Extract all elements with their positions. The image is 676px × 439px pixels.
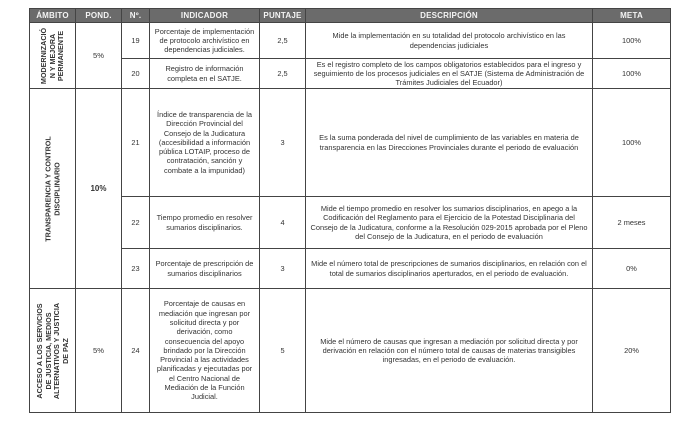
- descripcion-cell: Mide el número total de prescripciones de sumarios disciplinarios, en relación con el total de sumarios disciplinarios aperturados, en el periodo de evaluación.: [306, 249, 593, 289]
- num-cell: 22: [122, 197, 150, 249]
- ambito-label: MODERNIZACIÓ N Y MEJORA PERMANENTE: [38, 27, 65, 84]
- puntaje-cell: 2,5: [260, 23, 306, 59]
- descripcion-cell: Mide la implementación en su totalidad del protocolo archivístico en las dependencias judiciales: [306, 23, 593, 59]
- table-row: [30, 23, 671, 59]
- table-row: [30, 197, 671, 249]
- meta-cell: 2 meses: [593, 197, 671, 249]
- puntaje-cell: 2,5: [260, 59, 306, 89]
- header-num: Nº.: [122, 9, 150, 23]
- header-meta: META: [593, 9, 671, 23]
- indicador-cell: Porcentaje de prescripción de sumarios disciplinarios: [150, 249, 260, 289]
- meta-cell: 100%: [593, 23, 671, 59]
- pond-cell: 10%: [76, 89, 122, 289]
- meta-cell: 20%: [593, 289, 671, 413]
- pond-cell: 5%: [76, 23, 122, 89]
- ambito-cell: [30, 289, 76, 413]
- document-table-page: [29, 8, 670, 432]
- descripcion-cell: Es el registro completo de los campos obligatorios establecidos para el ingreso y seguimiento de los procesos judiciales en el SATJE (Sistema de Administración de Trámites Judiciales del Ecuador): [306, 59, 593, 89]
- indicators-table: [29, 8, 671, 413]
- puntaje-cell: 4: [260, 197, 306, 249]
- ambito-cell: [30, 23, 76, 89]
- header-descripcion: DESCRIPCIÓN: [306, 9, 593, 23]
- descripcion-cell: Mide el número de causas que ingresan a mediación por solicitud directa y por derivación en relación con el número total de causas de materias transigibles ingresadas, en el periodo de evaluación.: [306, 289, 593, 413]
- table-row: [30, 89, 671, 197]
- header-row: [30, 9, 671, 23]
- meta-cell: 100%: [593, 89, 671, 197]
- indicador-cell: Registro de información completa en el SATJE.: [150, 59, 260, 89]
- indicador-cell: Índice de transparencia de la Dirección Provincial del Consejo de la Judicatura (accesibilidad a información pública LOTAIP, proceso de contratación, sanción y combate a la impunidad): [150, 89, 260, 197]
- descripcion-cell: Es la suma ponderada del nivel de cumplimiento de las variables en materia de transparencia en las Direcciones Provinciales durante el periodo de evaluación: [306, 89, 593, 197]
- header-indicador: INDICADOR: [150, 9, 260, 23]
- num-cell: 23: [122, 249, 150, 289]
- table-row: [30, 249, 671, 289]
- header-ambito: ÁMBITO: [30, 9, 76, 23]
- indicador-cell: Porcentaje de implementación de protocolo archivístico en dependencias judiciales.: [150, 23, 260, 59]
- meta-cell: 100%: [593, 59, 671, 89]
- puntaje-cell: 3: [260, 249, 306, 289]
- num-cell: 20: [122, 59, 150, 89]
- num-cell: 24: [122, 289, 150, 413]
- num-cell: 19: [122, 23, 150, 59]
- meta-cell: 0%: [593, 249, 671, 289]
- num-cell: 21: [122, 89, 150, 197]
- indicador-cell: Tiempo promedio en resolver sumarios disciplinarios.: [150, 197, 260, 249]
- puntaje-cell: 5: [260, 289, 306, 413]
- indicador-cell: Porcentaje de causas en mediación que ingresan por solicitud directa y por derivación, como consecuencia del apoyo brindado por la Dirección Provincial a las actividades planificadas y ejecutadas por el Centro Nacional de Mediación de la Función Judicial.: [150, 289, 260, 413]
- ambito-label: TRANSPARENCIA Y CONTROL DISCIPLINARIO: [42, 135, 61, 242]
- ambito-label: ACCESO A LOS SERVICIOS DE JUSTICIA, MEDIOS ALTERNATIVOS Y JUSTICIA DE PAZ: [34, 302, 70, 399]
- header-pond: POND.: [76, 9, 122, 23]
- header-puntaje: PUNTAJE: [260, 9, 306, 23]
- pond-cell: 5%: [76, 289, 122, 413]
- table-row: [30, 59, 671, 89]
- puntaje-cell: 3: [260, 89, 306, 197]
- ambito-cell: [30, 89, 76, 289]
- table-row: [30, 289, 671, 413]
- descripcion-cell: Mide el tiempo promedio en resolver los sumarios disciplinarios, en apego a la Codificación del Reglamento para el Ejercicio de la Potestad Disciplinaria del Consejo de la Judicatura, conforme a la Resolución 029-2015 aprobada por el Pleno del Consejo de la Judicatura, en el periodo de evaluación: [306, 197, 593, 249]
